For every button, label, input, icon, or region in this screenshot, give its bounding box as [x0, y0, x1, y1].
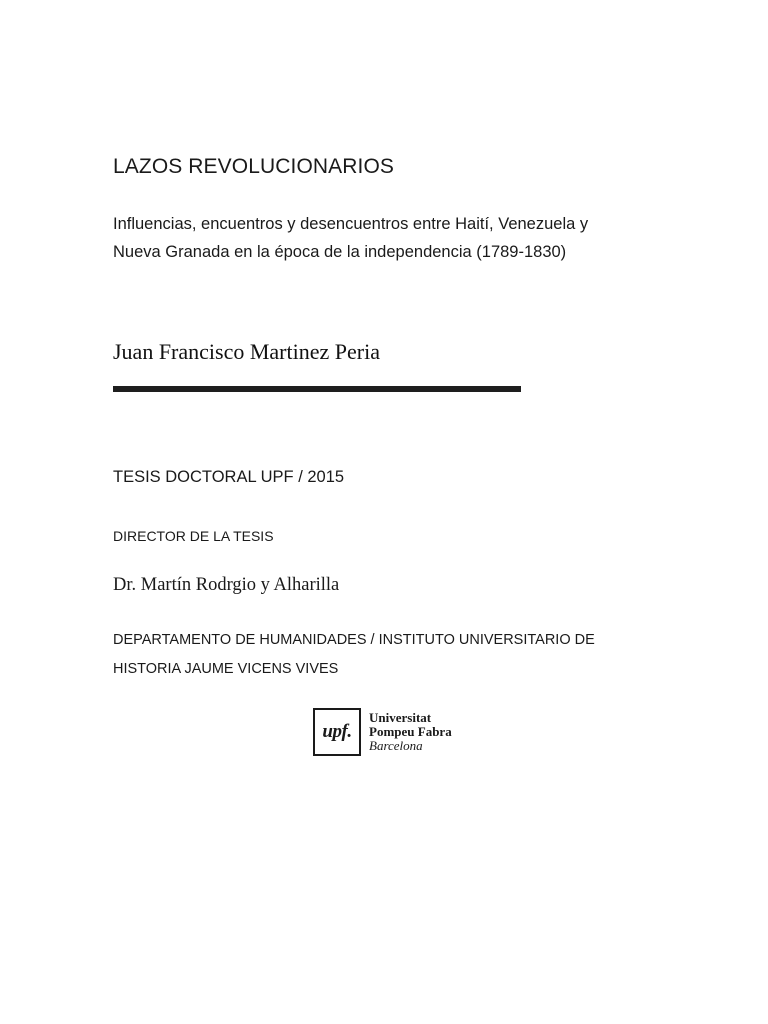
director-name: Dr. Martín Rodrgio y Alharilla [113, 575, 340, 595]
thesis-subtitle [113, 210, 653, 266]
logo-wordmark [369, 711, 452, 753]
thesis-title: LAZOS REVOLUCIONARIOS [113, 155, 394, 178]
logo-line-barcelona: Barcelona [369, 738, 423, 753]
logo-line-pompeu-fabra: Pompeu Fabra [369, 724, 452, 739]
upf-logo-icon [313, 708, 361, 756]
university-logo [313, 706, 452, 758]
subtitle-line: Influencias, encuentros y desencuentros entre Haití, Venezuela y [113, 215, 589, 233]
author-name: Juan Francisco Martinez Peria [113, 339, 380, 364]
thesis-info: TESIS DOCTORAL UPF / 2015 [113, 468, 345, 486]
department-line: HISTORIA JAUME VICENS VIVES [113, 661, 339, 677]
subtitle-line: Nueva Granada en la época de la independencia (1789-1830) [113, 243, 567, 261]
logo-line-universitat: Universitat [369, 710, 432, 725]
department-info [113, 626, 673, 684]
director-label: DIRECTOR DE LA TESIS [113, 528, 274, 544]
department-line: DEPARTAMENTO DE HUMANIDADES / INSTITUTO UNIVERSITARIO DE [113, 632, 595, 648]
divider-rule [113, 386, 521, 392]
logo-mark: upf. [322, 721, 352, 742]
